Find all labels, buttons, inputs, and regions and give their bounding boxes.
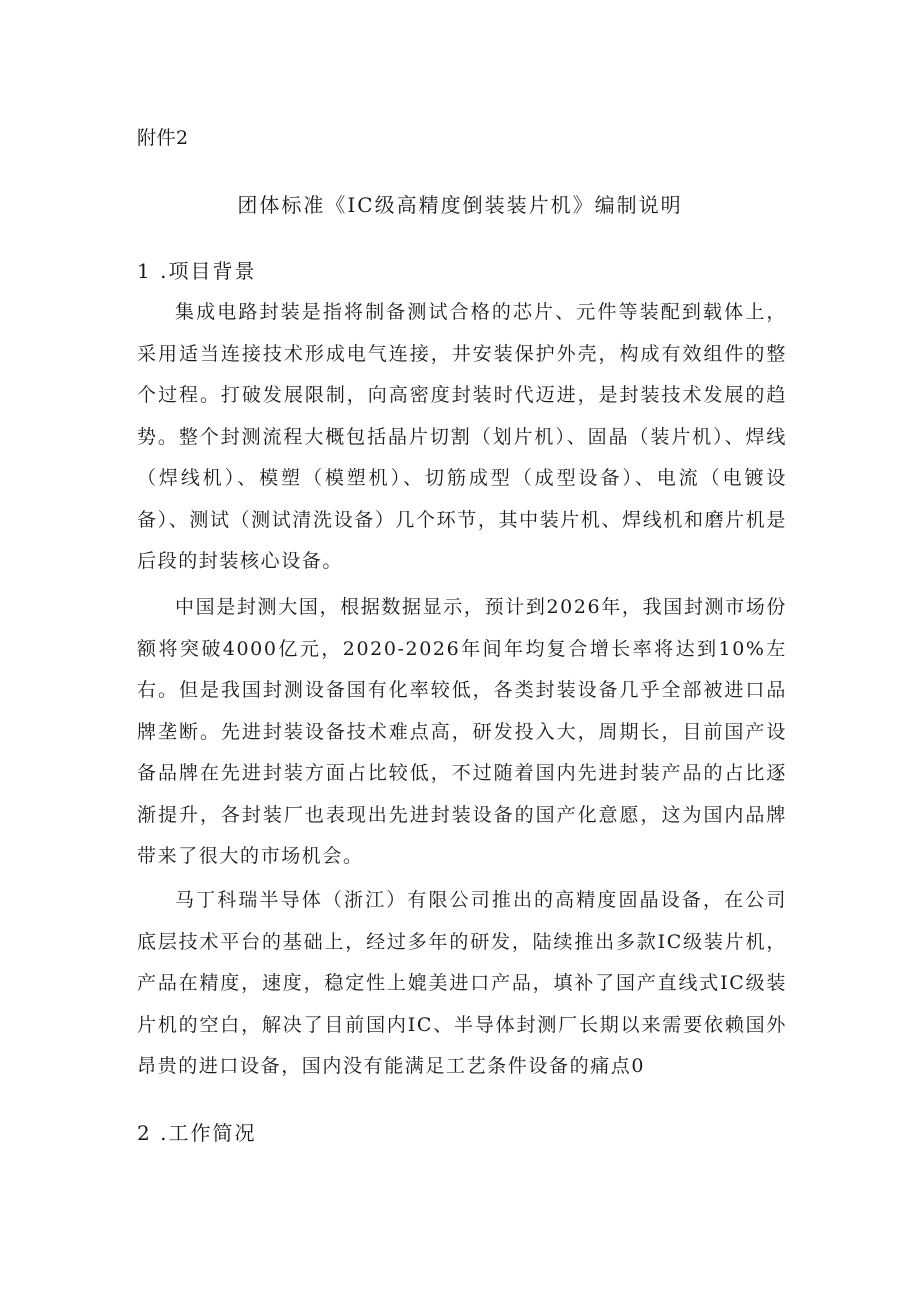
document-title: 团体标准《IC级高精度倒装装片机》编制说明	[237, 193, 683, 217]
section-heading-work-overview: 2 .工作简况	[137, 1121, 257, 1145]
paragraph-packaging-overview: 集成电路封装是指将制备测试合格的芯片、元件等装配到载体上，采用适当连接技术形成电气连接，井安装保护外壳，构成有效组件的整个过程。打破发展限制，向高密度封装时代迈进，是封装技术发展的趋势。整个封测流程大概包括晶片切割（划片机）、固晶（装片机）、焊线（焊线机）、模塑（模塑机）、切筋成型（成型设备）、电流（电镀设备）、测试（测试清洗设备）几个环节，其中装片机、焊线机和磨片机是后段的封装核心设备。	[137, 301, 787, 572]
section-heading-project-background: 1 .项目背景	[137, 259, 257, 283]
paragraph-company-product: 马丁科瑞半导体（浙江）有限公司推出的高精度固晶设备，在公司底层技术平台的基础上，经过多年的研发，陆续推出多款IC级装片机，产品在精度，速度，稳定性上媲美进口产品，填补了国产直线式IC级装片机的空白，解决了目前国内IC、半导体封测厂长期以来需要依赖国外昂贵的进口设备，国内没有能满足工艺条件设备的痛点0	[137, 889, 787, 1077]
paragraph-market-status: 中国是封测大国，根据数据显示，预计到2026年，我国封测市场份额将突破4000亿元，2020-2026年间年均复合增长率将达到10%左右。但是我国封测设备国有化率较低，各类封装设备几乎全部被进口品牌垄断。先进封装设备技术难点高，研发投入大，周期长，目前国产设备品牌在先进封装方面占比较低，不过随着国内先进封装产品的占比逐渐提升，各封装厂也表现出先进封装设备的国产化意愿，这为国内品牌带来了很大的市场机会。	[137, 596, 787, 867]
attachment-label: 附件2	[137, 127, 189, 149]
